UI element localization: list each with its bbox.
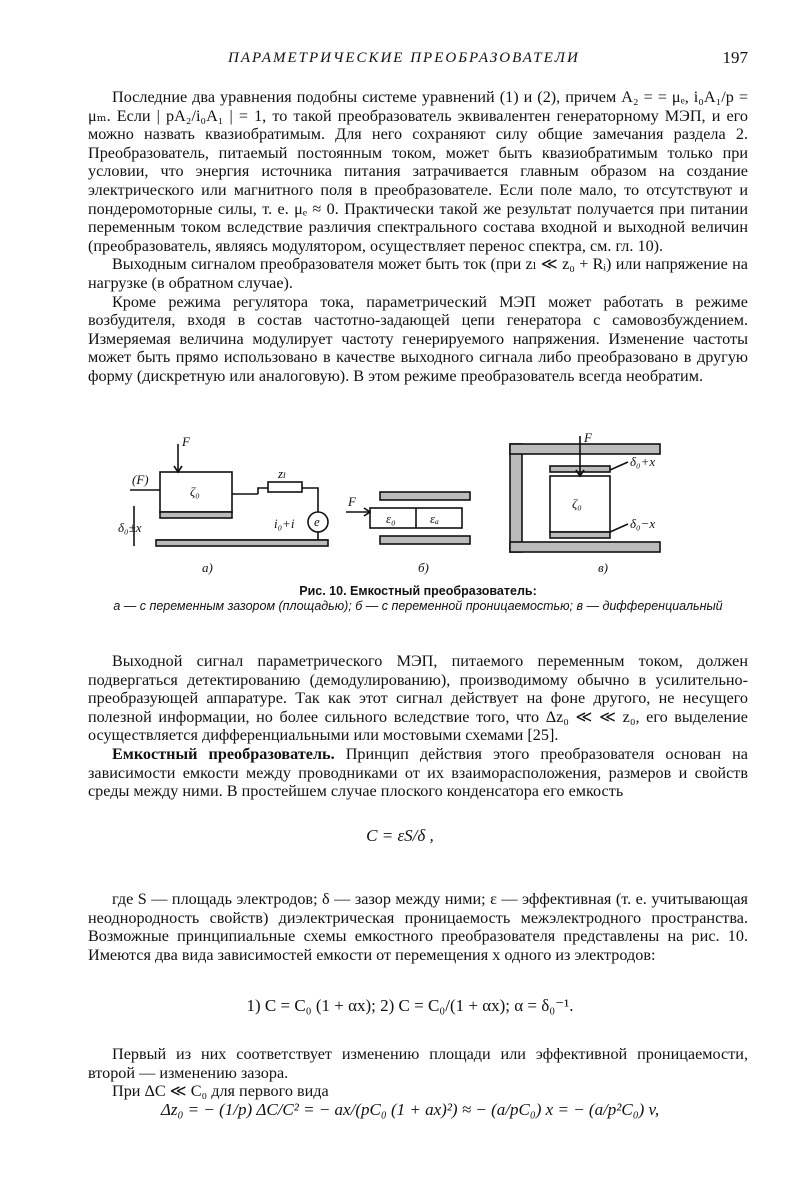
- electrode-bottom-c: [550, 532, 610, 538]
- paragraph-5: [88, 745, 748, 801]
- housing-c: [510, 444, 522, 552]
- label-z0-c: ζ₀: [572, 496, 582, 511]
- section-term: Емкостный преобразователь.: [112, 744, 335, 763]
- figure-10: [118, 432, 698, 582]
- figure-10-drawing: [118, 432, 698, 582]
- formula-delta-z: Δz₀ = − (1/p) ΔC/C² = − ax/(pC₀ (1 + ax)²) ≈ − (a/pC₀) x = − (a/p²C₀) v,: [160, 1100, 660, 1119]
- electrode-bottom-b: [380, 536, 470, 544]
- label-a: а): [202, 560, 213, 575]
- label-force-paren: (F): [132, 472, 149, 487]
- label-c: в): [598, 560, 608, 575]
- paragraph-7: Первый из них соответствует изменению площади или эффективной проницаемости, второй — изменению зазора.: [88, 1045, 748, 1082]
- text-block-top: [88, 88, 748, 386]
- paragraph-1: Последние два уравнения подобны системе уравнений (1) и (2), причем A₂ = = μₑ, i₀A₁/p = μₘ. Если | pA₂/i₀A₁ | = 1, то такой преобразователь эквивалентен генераторному МЭП, и его можно назвать квазиобратимым. Для него сохраняют силу общие замечания раздела 2. Преобразователь, питаемый постоянным током, может быть квазиобратимым только при условии, что энергия источника питания затрачивается главным образом на создание электрического или магнитного поля в преобразователе. Если поле мало, то отсутствуют и пондеромоторные силы, т. е. μₑ ≈ 0. Практически такой же результат получается при питании переменным током вследствие различия спектрального состава входной и выходной величин (преобразователь, являясь модулятором, осуществляет перенос спектра, см. гл. 10).: [88, 88, 748, 255]
- label-gap-plus: δ₀+x: [630, 454, 656, 469]
- running-title: ПАРАМЕТРИЧЕСКИЕ ПРЕОБРАЗОВАТЕЛИ: [228, 50, 580, 66]
- label-emf: e: [314, 514, 320, 529]
- label-eps: ε₀: [386, 511, 396, 526]
- load-impedance: [268, 482, 302, 492]
- paragraph-5-text: Принцип действия этого преобразователя основан на зависимости емкости между проводниками от их взаиморасположения, размеров и свойств среды между ними. В простейшем случае плоского конденсатора его емкость: [88, 744, 748, 801]
- formula-dependencies: 1) C = C₀ (1 + αx); 2) C = C₀/(1 + αx); α = δ₀⁻¹.: [246, 996, 574, 1015]
- formula-capacitance: C = εS/δ ,: [366, 826, 434, 845]
- paragraph-8: При ΔC ≪ C₀ для первого вида: [112, 1082, 329, 1101]
- text-block-bottom: [88, 1045, 748, 1101]
- text-block-lower: [88, 890, 748, 964]
- paragraph-4: Выходной сигнал параметрического МЭП, питаемого переменным током, должен подвергаться детектированию (демодулированию), производимому обычно в усилительно-преобразующей аппаратуре. Так как этот сигнал действует на фоне другого, не несущего полезной информации, но более сильного вследствие того, что Δz₀ ≪ ≪ z₀, его выделение осуществляется дифференциальными или мостовыми схемами [25].: [88, 652, 748, 745]
- label-zl: zₗ: [278, 466, 287, 481]
- electrode-top-b: [380, 492, 470, 500]
- label-force-b: F: [348, 494, 356, 509]
- page-header: [88, 48, 748, 72]
- label-gap-minus: δ₀−x: [630, 516, 656, 531]
- paragraph-6: где S — площадь электродов; δ — зазор между ними; ε — эффективная (т. е. учитывающая неоднородность свойств) диэлектрическая проницаемость межэлектродного пространства. Возможные принципиальные схемы емкостного преобразователя представлены на рис. 10. Имеются два вида зависимостей емкости от перемещения x одного из электродов:: [88, 890, 748, 964]
- text-block-middle: [88, 652, 748, 801]
- caption-title: Рис. 10. Емкостный преобразователь:: [299, 584, 537, 598]
- label-force-a: F: [182, 434, 190, 449]
- paragraph-3: Кроме режима регулятора тока, параметрический МЭП может работать в режиме возбудителя, входя в состав частотно-задающей цепи генератора с самовозбуждением. Измеряемая величина модулирует частоту генерируемого напряжения. Изменение частоты может быть прямо использовано в качестве выходного сигнала либо преобразовано в другую форму (дискретную или аналоговую). В этом режиме преобразователь всегда необратим.: [88, 292, 748, 385]
- label-b: б): [418, 560, 429, 575]
- label-z0-a: ζ₀: [190, 484, 200, 499]
- figure-caption: [88, 584, 748, 614]
- label-gap-a: δ₀±x: [118, 520, 142, 535]
- label-eps-a: εₐ: [430, 511, 439, 526]
- paragraph-2: Выходным сигналом преобразователя может быть ток (при zₗ ≪ z₀ + Rᵢ) или напряжение на нагрузке (в обратном случае).: [88, 255, 748, 292]
- page-number: 197: [722, 48, 748, 67]
- electrode-hatch-a: [160, 512, 232, 518]
- caption-body: а — с переменным зазором (площадью); б — с переменной проницаемостью; в — дифференциальный: [113, 599, 723, 613]
- label-current: i₀+i: [274, 516, 295, 531]
- label-force-c: F: [584, 432, 592, 445]
